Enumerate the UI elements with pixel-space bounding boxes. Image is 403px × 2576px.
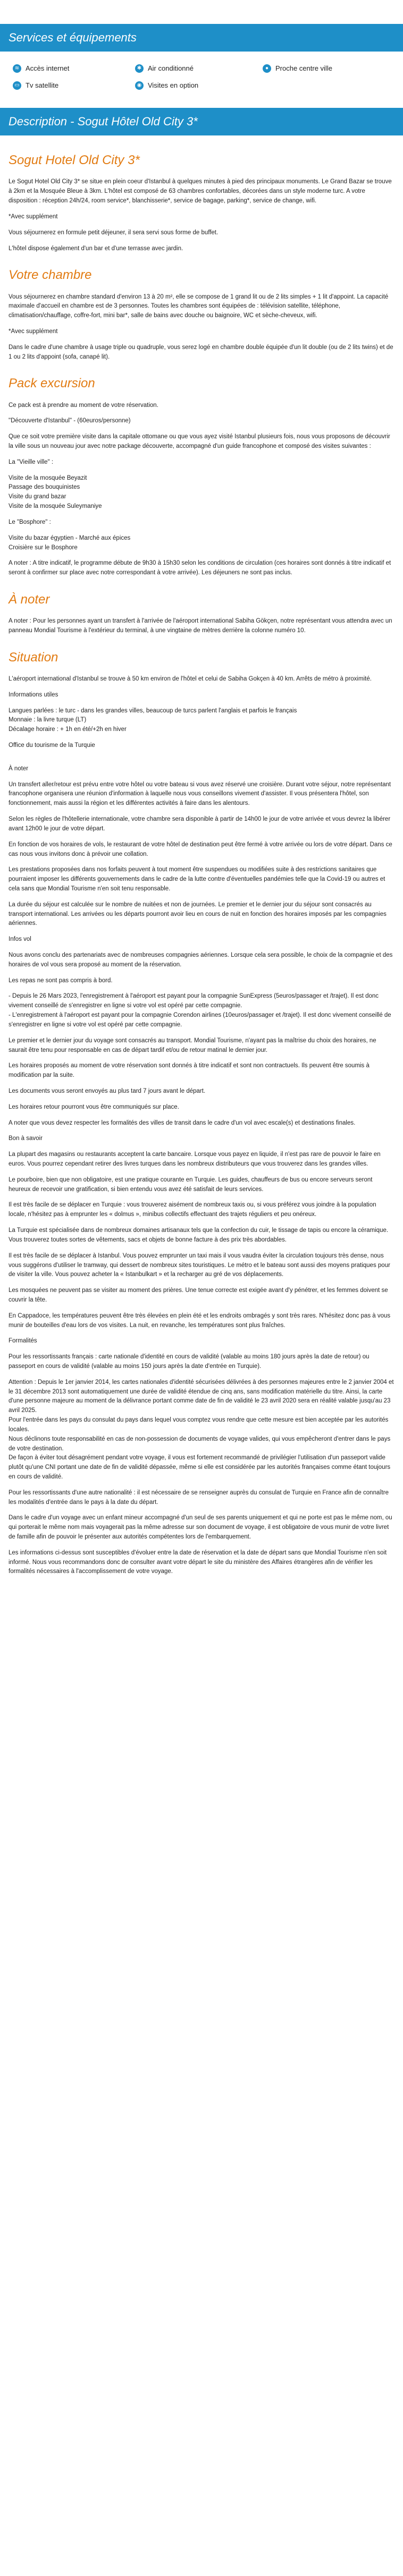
paragraph: Infos vol [9,936,31,943]
hotel-description [9,177,394,253]
paragraph: Bon à savoir [9,1135,43,1142]
situation-title: Situation [9,650,58,665]
list-item: Passage des bouquinistes [9,484,80,491]
list-item: Visite de la mosquée Beyazit [9,474,87,481]
paragraph: Pour les ressortissants d'une autre nationalité : il est nécessaire de se renseigner auprès du consulat de Turquie en France afin de connaître les modalités d'entrée dans le pays à la date du départ. [9,1489,389,1506]
room-title: Votre chambre [9,268,92,283]
service-label: Tv satellite [26,81,59,90]
service-item [135,80,263,91]
description-content [0,135,403,1577]
paragraph: Attention : Depuis le 1er janvier 2014, les cartes nationales d'identité sécurisées délivrées à des personnes majeures entre le 2 janvier 2004 et le 31 décembre 2013 sont automatiquement une durée de validité étendue de cinq ans, sans modification matérielle du titre. Ainsi, la carte d'une personne majeure au moment de la délivrance portant comme date de fin de validité le 23 avril 2020 sera en réalité valable jusqu'au 23 avril 2025. Pour l'entrée dans les pays du consulat du pays dans lequel vous comptez vous rendre que cette mesure est bien acceptée par les autorités locales. Nous déclinons toute responsabilité en cas de non-possession de documents de voyage valides, qui vous empêcheront d'entrer dans le pays de votre destination. De façon à éviter tout désagrément pendant votre voyage, il vous est fortement recommandé de privilégier l'utilisation d'un passeport valide plutôt qu'une CNI portant une date de fin de validité dépassée, même si elle est considérée par les autorités françaises comme étant toujours en cours de validité. [9,1379,394,1480]
paragraph: En fonction de vos horaires de vols, le restaurant de votre hôtel de destination peut être fermé à votre arrivée ou lors de votre départ. Dans ce cas nous vous invitons donc à prévoir une collation. [9,841,392,857]
paragraph: Les horaires proposés au moment de votre réservation sont donnés à titre indicatif et sont non contractuels. Ils peuvent être soumis à modification par la suite. [9,1062,370,1079]
anoter-heading: À noter [9,765,29,772]
pack-old-city-list [9,474,394,512]
note-description [9,617,394,636]
paragraph: La "Vieille ville" : [9,458,54,465]
paragraph: L'hôtel dispose également d'un bar et d'une terrasse avec jardin. [9,245,183,252]
location-icon: ● [263,64,271,73]
paragraph: Le pourboire, bien que non obligatoire, est une pratique courante en Turquie. Les guides, chauffeurs de bus ou encore serveurs seront heureux de recevoir une gratification, si bien entendu vous avez été satisfait de leurs services. [9,1176,373,1193]
service-label: Accès internet [26,64,70,72]
room-description [9,293,394,362]
paragraph: Nous avons conclu des partenariats avec de nombreuses compagnies aériennes. Lorsque cela sera possible, le choix de la compagnie et des horaires de vol vous sera proposé au moment de la réservation. [9,952,393,968]
paragraph: A noter que vous devez respecter les formalités des villes de transit dans le cadre d'un vol avec escale(s) et destinations finales. [9,1119,356,1126]
paragraph: Que ce soit votre première visite dans la capitale ottomane ou que vous ayez visité Istanbul plusieurs fois, nous vous proposons de découvrir la ville sous un nouveau jour avec notre package découverte, accompagné d'un guide francophone et composé des visites suivantes : [9,433,390,450]
paragraph: Dans le cadre d'un voyage avec un enfant mineur accompagné d'un seul de ses parents uniquement et qui ne porte est pas le même nom, ou qui porterait le même nom mais voyagerait pas la même adresse sur son document de voyage, il est obligatoire de vous munir de votre livret de famille afin de pouvoir le présenter aux autorités compétentes lors de l'embarquement. [9,1515,392,1541]
pack-bosphore-list [9,534,394,553]
note-title: À noter [9,592,50,607]
paragraph: Il est très facile de se déplacer à Istanbul. Vous pouvez emprunter un taxi mais il vous vaudra éviter la circulation toujours très dense, nous vous suggérons d'utiliser le tramway, qui dessert de nombreux sites touristiques. Le métro et le bateau sont aussi des moyens pratiques pour de visiter la ville. Vous pouvez acheter la « Istanbulkart » et la recharger au gré de vos déplacements. [9,1252,390,1278]
list-item: Visite du grand bazar [9,494,66,500]
paragraph: Selon les règles de l'hôtellerie internationale, votre chambre sera disponible à partir de 14h00 le jour de votre arrivée et vous devrez la libérer avant 12h00 le jour de votre départ. [9,816,391,832]
paragraph: Dans le cadre d'une chambre à usage triple ou quadruple, vous serez logé en chambre double équipée d'un lit double (ou de 2 lits twins) et de 1 ou 2 lits d'appoint (sofa, canapé lit). [9,344,393,360]
paragraph: A noter : Pour les personnes ayant un transfert à l'arrivée de l'aéroport international Sabiha Gökçen, notre représentant vous attendra avec un panneau Mondial Tourisme à l'extérieur du terminal, à une vingtaine de mètres derrière la colonne numéro 10. [9,618,392,634]
paragraph: *Avec supplément [9,328,58,335]
list-item: Monnaie : la livre turque (LT) [9,717,87,724]
pack-note: A noter : A titre indicatif, le programme débute de 9h30 à 15h30 selon les conditions de circulation (ces horaires sont donnés à titre indicatif et seront à confirmer sur place avec notre correspondant à votre arrivée). Les déjeuners ne sont pas inclus. [9,560,391,576]
paragraph: "Découverte d'Istanbul" - (60euros/personne) [9,418,131,424]
paragraph: La Turquie est spécialisée dans de nombreux domaines artisanaux tels que la confection du cuir, le tissage de tapis ou encore la céramique. Vous trouverez toutes sortes de vêtements, sacs et objets de bonne facture à des prix très abordables. [9,1227,389,1243]
paragraph: Le Sogut Hotel Old City 3* se situe en plein coeur d'Istanbul à quelques minutes à pied des principaux monuments. Le Grand Bazar se trouve à 2km et la Mosquée Bleue à 3km. L'hôtel est composé de 63 chambres confortables, décorées dans un style moderne turc. A votre disposition : réception 24h/24, room service*, blanchisserie*, service de bagage, parking*, service de change, wifi. [9,178,392,205]
long-description [9,780,394,1577]
paragraph: La plupart des magasins ou restaurants acceptent la carte bancaire. Lorsque vous payez en liquide, il n'est pas rare de pouvoir le faire en euros. Vous pourrez cependant retirer des livres turques dans les nombreux distributeurs que vous trouverez dans les grandes villes. [9,1151,381,1168]
paragraph: Vous séjournerez en chambre standard d'environ 13 à 20 m², elle se compose de 1 grand lit ou de 2 lits simples + 1 lit d'appoint. La capacité maximale d'accueil en chambre est de 3 personnes. Toutes les chambres sont équipées de : télévision satellite, téléphone, climatisation/chauffage, coffre-fort, mini bar*, salle de bains avec douche ou baignoire, WC et sèche-cheveux, wifi. [9,293,389,319]
services-list [0,52,403,100]
pack-bosphore-title: Le "Bosphore" : [9,518,51,525]
paragraph: Les horaires retour pourront vous être communiqués sur place. [9,1103,179,1110]
service-item [263,63,385,74]
paragraph: Les prestations proposées dans nos forfaits peuvent à tout moment être suspendues ou modifiées suite à des restrictions sanitaires que pourraient imposer les différents gouvernements dans le cadre de la lutte contre d'éventuelles pandémies telle que la Covid-19 ou autres et cela sans que Mondial Tourisme n'en soit tenu responsable. [9,866,385,892]
list-item: Croisière sur le Bosphore [9,544,78,551]
list-item: Visite du bazar égyptien - Marché aux épices [9,534,131,541]
office-line: Office du tourisme de la Turquie [9,742,95,749]
pack-intro [9,401,394,467]
paragraph: Le premier et le dernier jour du voyage sont consacrés au transport. Mondial Tourisme, n'ayant pas la maîtrise du choix des horaires, ne saurait être tenu pour responsable en cas de départ tardif et/ou de retour matinal le dernier jour. [9,1037,376,1053]
camera-icon: ◉ [135,81,144,90]
list-item: Langues parlées : le turc - dans les grandes villes, beaucoup de turcs parlent l'anglais et parfois le français [9,707,297,714]
paragraph: La durée du séjour est calculée sur le nombre de nuitées et non de journées. Le premier et le dernier jour du séjour sont consacrés au transport international. Les arrivées ou les départs pourront avoir lieu en cours de nuit en fonction des horaires imposés par les compagnies aériennes. [9,901,387,927]
paragraph: *Avec supplément [9,213,58,220]
wifi-icon: ≋ [13,64,21,73]
paragraph: Un transfert aller/retour est prévu entre votre hôtel ou votre bateau si vous avez réservé une croisière. Durant votre séjour, notre représentant francophone organisera une réunion d'information à laquelle nous vous conseillons vivement d'assister. Il vous présentera l'hôtel, son fonctionnement, mais aussi la région et les différentes activités à faire dans les alentours. [9,781,391,807]
paragraph: Vous séjournerez en formule petit déjeuner, il sera servi sous forme de buffet. [9,229,219,236]
paragraph: - Depuis le 26 Mars 2023, l'enregistrement à l'aéroport est payant pour la compagnie SunExpress (5euros/passager et /trajet). Il est donc vivement conseillé de s'enregistrer en ligne si votre vol est opéré par cette compagnie. - L'enregistrement à l'aéroport est payant pour la compagnie Corendon airlines (10euros/passager et /trajet). Il est donc vivement conseillé de s'enregistrer en ligne si votre vol est opéré par cette compagnie. [9,993,391,1028]
paragraph: Les documents vous seront envoyés au plus tard 7 jours avant le départ. [9,1087,206,1094]
paragraph: L'aéroport international d'Istanbul se trouve à 50 km environ de l'hôtel et celui de Sabiha Gokçen à 40 km. Arrêts de métro à proximité. [9,675,372,682]
service-item [135,63,263,74]
tv-icon: ▭ [13,81,21,90]
service-item [13,63,135,74]
paragraph: Formalités [9,1338,37,1345]
services-header: Services et équipements [0,24,403,52]
service-item [13,80,135,91]
hotel-title: Sogut Hotel Old City 3* [9,153,140,168]
service-label: Air conditionné [148,64,194,72]
snowflake-icon: ✱ [135,64,144,73]
paragraph: Informations utiles [9,691,58,698]
paragraph: Les mosquées ne peuvent pas se visiter au moment des prières. Une tenue correcte est exigée avant d'y pénétrer, et les femmes doivent se couvrir la tête. [9,1287,388,1303]
service-label: Proche centre ville [275,64,332,72]
list-item: Décalage horaire : + 1h en été/+2h en hiver [9,726,127,733]
situation-description [9,675,394,700]
paragraph: Ce pack est à prendre au moment de votre réservation. [9,402,158,409]
paragraph: Il est très facile de se déplacer en Turquie : vous trouverez aisément de nombreux taxis ou, si vous préférez vous joindre à la population locale, n'hésitez pas à emprunter les « dolmus », minibus collectifs effectuant des trajets réguliers et peu onéreux. [9,1202,376,1218]
paragraph: En Cappadoce, les températures peuvent être très élevées en plein été et les endroits ombragés y sont très rares. N'hésitez donc pas à vous munir de bouteilles d'eau lors de vos visites. La nuit, en revanche, les températures sont plus fraîches. [9,1312,391,1329]
service-label: Visites en option [148,81,199,90]
paragraph: Les repas ne sont pas compris à bord. [9,977,113,984]
paragraph: Pour les ressortissants français : carte nationale d'identité en cours de validité (valable au moins 180 jours après la date de retour) ou passeport en cours de validité (valable au moins 150 jours après la date d'entrée en Turquie). [9,1354,370,1370]
list-item: Visite de la mosquée Suleymaniye [9,503,102,510]
pack-title: Pack excursion [9,376,95,391]
paragraph: Les informations ci-dessus sont susceptibles d'évoluer entre la date de réservation et la date de départ sans que Mondial Tourisme n'en soit informé. Nous vous recommandons donc de consulter avant votre départ le site du ministère des Affaires étrangères afin de vérifier les formalités nécessaires à l'accomplissement de votre voyage. [9,1549,387,1575]
info-list [9,707,394,735]
description-header: Description - Sogut Hôtel Old City 3* [0,108,403,135]
